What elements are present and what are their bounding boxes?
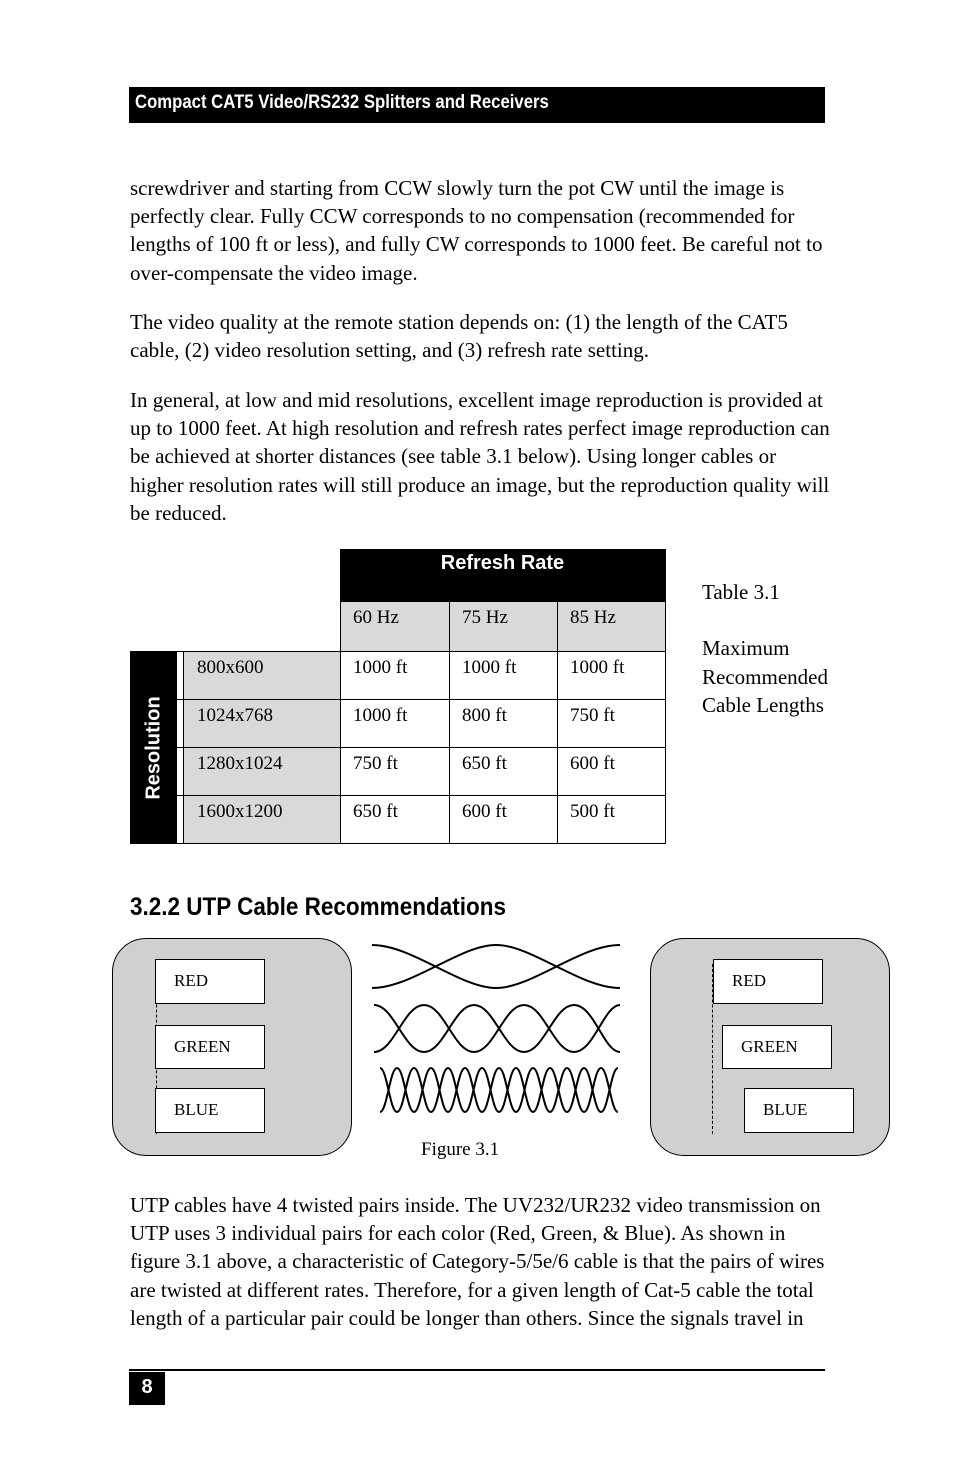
table-cell: 500 ft [570, 801, 615, 822]
row-header-resolution: 1024x768 [184, 699, 340, 747]
paragraph-utp-cables: UTP cables have 4 twisted pairs inside. The UV232/UR232 video transmission on UTP uses 3 individual pairs for each color (Red, Green, & Blue). As shown in figure 3.1 above, a characteristic of Category-5/5e/6 cable is that the pairs of wires are twisted at different rates. Therefore, for a given length of Cat-5 cable the total length of a particular pair could be longer than others. Since the signals travel in [130, 1193, 825, 1330]
table-cell: 800 ft [462, 705, 507, 726]
pair-1-wire-a [372, 945, 620, 988]
pair-1-wire-b [372, 945, 620, 988]
left-wire-blue: BLUE [155, 1088, 265, 1133]
right-wire-red: RED [713, 959, 823, 1004]
table-caption-title: Table 3.1 [702, 580, 780, 604]
pair-3-wire-a [380, 1068, 618, 1112]
left-wire-red: RED [155, 959, 265, 1004]
table-cell: 650 ft [462, 753, 507, 774]
caption-line: Cable Lengths [702, 693, 824, 717]
header-title: Compact CAT5 Video/RS232 Splitters and Receivers [135, 92, 549, 113]
footer-rule [129, 1369, 825, 1371]
page-number-badge [129, 1372, 165, 1405]
row-header-resolution: 800x600 [184, 651, 340, 699]
column-header-60hz: 60 Hz [340, 601, 449, 651]
paragraph-video-quality: The video quality at the remote station depends on: (1) the length of the CAT5 cable, (2) video resolution setting, and (3) refresh rate setting. [130, 310, 788, 363]
table-cell: 600 ft [570, 753, 615, 774]
table-cell: 750 ft [570, 705, 615, 726]
table-cell: 1000 ft [353, 657, 408, 678]
left-wire-green: GREEN [155, 1025, 265, 1069]
resolution-label: Resolution [142, 695, 164, 800]
caption-line: Maximum [702, 636, 790, 660]
table-cell: 1000 ft [353, 705, 408, 726]
paragraph-resolution-notes: In general, at low and mid resolutions, excellent image reproduction is provided at up to 1000 feet. At high resolution and refresh rates perfect image reproduction can be achieved at shorter distances (see table 3.1 below). Using longer cables or higher resolution rates will still produce an image, but the reproduction quality will be reduced. [130, 388, 830, 525]
table-cell: 1000 ft [462, 657, 517, 678]
caption-line: Recommended [702, 664, 828, 689]
right-wire-green: GREEN [722, 1025, 832, 1069]
page-number: 8 [141, 1376, 153, 1398]
column-header-85hz: 85 Hz [557, 601, 665, 651]
refresh-rate-label: Refresh Rate [440, 552, 565, 574]
table-cell: 600 ft [462, 801, 507, 822]
column-header-75hz: 75 Hz [449, 601, 557, 651]
figure-caption: Figure 3.1 [421, 1139, 500, 1160]
table-cell: 650 ft [353, 801, 398, 822]
table-cell: 750 ft [353, 753, 398, 774]
right-wire-blue: BLUE [744, 1088, 854, 1133]
pair-3-wire-b [380, 1068, 618, 1112]
row-header-resolution: 1280x1024 [184, 747, 340, 795]
section-heading: 3.2.2 UTP Cable Recommendations [130, 893, 506, 921]
paragraph-pot-adjustment: screwdriver and starting from CCW slowly turn the pot CW until the image is perfectly clear. Fully CCW corresponds to no compensation (recommended for lengths of 100 ft or less), and fully CW corresponds to 1000 feet. Be careful not to over-compensate the video image. [130, 176, 823, 285]
row-header-resolution: 1600x1200 [184, 795, 340, 843]
table-cell: 1000 ft [570, 657, 625, 678]
